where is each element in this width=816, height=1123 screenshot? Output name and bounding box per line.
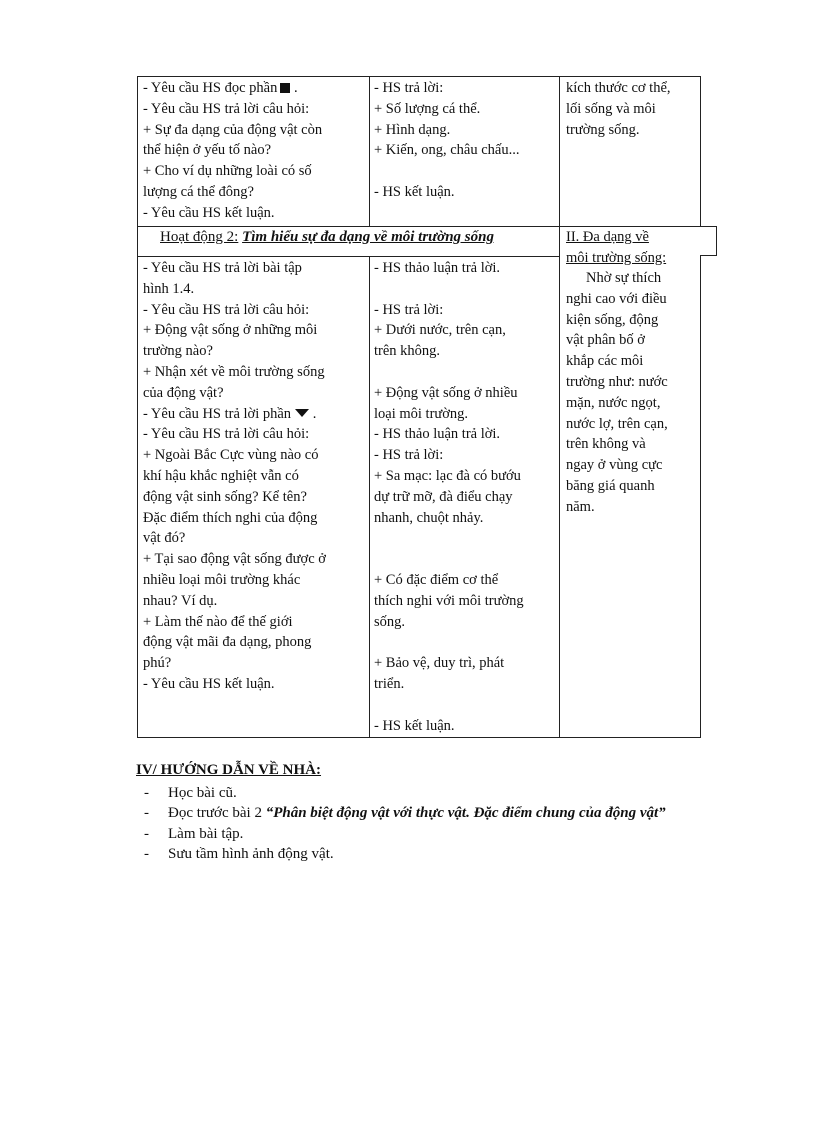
dash-bullet: - — [144, 825, 149, 842]
table-row-divider-2-right — [700, 255, 717, 256]
row1-student-cell — [374, 78, 519, 203]
row1-col2-line: + Kiến, ong, châu chấu... — [374, 142, 520, 159]
activity2-line — [160, 227, 494, 248]
section2-heading-line: II. Đa dạng về — [566, 229, 649, 245]
homework-item-text: Học bài cũ. — [168, 784, 237, 801]
row1-col1-line: lượng cá thể đông? — [143, 183, 254, 200]
row3-col2-line: sống. — [374, 613, 406, 630]
row1-col2-line: - HS kết luận. — [374, 183, 455, 200]
row3-col1-line: - Yêu cầu HS trả lời phần . — [143, 405, 317, 422]
row3-col2-line: loại môi trường. — [374, 405, 469, 422]
dash-bullet: - — [144, 784, 149, 801]
row1-content-cell — [566, 78, 671, 140]
row1-col1-line: thể hiện ở yếu tố nào? — [143, 142, 272, 159]
homework-item — [136, 783, 666, 804]
row3-col1-line: + Động vật sống ở những môi — [143, 322, 318, 339]
row3-col3-line: mặn, nước ngọt, — [566, 394, 661, 411]
homework-item-text: Làm bài tập. — [168, 825, 244, 842]
activity2-title: Tìm hiểu sự đa dạng về môi trường sống — [242, 229, 494, 245]
row3-col1-line: trường nào? — [143, 343, 213, 360]
row3-col2-line: + Động vật sống ở nhiều — [374, 384, 518, 401]
row3-col1-line: - Yêu cầu HS trả lời bài tập — [143, 260, 302, 276]
row1-col1-line: - Yêu cầu HS kết luận. — [143, 204, 275, 221]
homework-title: IV/ HƯỚNG DẪN VỀ NHÀ: — [136, 762, 322, 778]
row3-col1-line: + Nhận xét về môi trường sống — [143, 363, 325, 380]
row3-col2-line: - HS trả lời: — [374, 447, 444, 464]
section2-heading — [566, 227, 666, 269]
table-border-top — [137, 76, 701, 77]
row3-col2-line: + Sa mạc: lạc đà có bướu — [374, 467, 521, 484]
row1-col3-line: kích thước cơ thể, — [566, 80, 671, 96]
row3-col1-line: nhiều loại môi trường khác — [143, 571, 301, 588]
row3-col3-line: băng giá quanh — [566, 477, 655, 494]
row3-col1-line: khí hậu khắc nghiệt vẫn có — [143, 467, 299, 484]
row3-col2-line: thích nghi với môi trường — [374, 592, 524, 609]
row3-col3-line: Nhờ sự thích — [586, 270, 662, 286]
row3-col1-line: động vật sinh sống? Kể tên? — [143, 488, 307, 505]
row3-col1-line: nhau? Ví dụ. — [143, 592, 218, 609]
row3-col1-line: vật đó? — [143, 530, 186, 547]
row3-col1-line: + Tại sao động vật sống được ở — [143, 551, 326, 568]
table-row-divider-2 — [137, 256, 559, 257]
homework-lesson-title: “Phân biệt động vật với thực vật. Đặc điểm chung của động vật” — [265, 805, 666, 821]
row3-col1-line: - Yêu cầu HS trả lời câu hỏi: — [143, 426, 310, 443]
square-icon — [280, 83, 290, 93]
row1-col2-line: - HS trả lời: — [374, 80, 444, 96]
activity2-label: Hoạt động 2: — [160, 229, 239, 245]
row3-col1-line: - Yêu cầu HS trả lời câu hỏi: — [143, 301, 310, 318]
row1-col1-line: + Sự đa dạng của động vật còn — [143, 121, 323, 138]
row3-col1-line: + Ngoài Bắc Cực vùng nào có — [143, 447, 319, 464]
homework-item-text: Sưu tầm hình ảnh động vật. — [168, 846, 334, 862]
row3-col2-line: - HS trả lời: — [374, 301, 444, 318]
row3-col3-line: ngay ở vùng cực — [566, 457, 663, 474]
row3-col1-line: phú? — [143, 655, 172, 672]
row3-col3-line: trường như: nước — [566, 373, 668, 390]
row1-col3-line: lối sống và môi — [566, 100, 656, 117]
table-overhang-right — [716, 226, 717, 256]
row3-col2-line: - HS thảo luận trả lời. — [374, 426, 501, 443]
homework-item — [136, 824, 666, 845]
dash-bullet: - — [144, 805, 149, 821]
row3-col2-line: + Dưới nước, trên cạn, — [374, 322, 506, 339]
row3-col1-line: Đặc điểm thích nghi của động — [143, 509, 318, 526]
row1-col1-line: - Yêu cầu HS trả lời câu hỏi: — [143, 100, 310, 117]
row3-col3-line: khắp các môi — [566, 353, 644, 370]
row3-col2-line: dự trữ mỡ, đà điểu chạy — [374, 488, 513, 505]
row1-col3-line: trường sống. — [566, 121, 640, 138]
activity2-heading — [160, 227, 494, 248]
row1-col1-line: + Cho ví dụ những loài có số — [143, 163, 312, 180]
row3-col1-line: động vật mãi đa dạng, phong — [143, 634, 312, 651]
row3-col3-line: năm. — [566, 498, 595, 515]
row3-col3-line: nghi cao với điều — [566, 290, 667, 307]
row1-teacher-cell — [143, 78, 322, 224]
table-border-right-lower — [700, 256, 701, 738]
row1-col2-line: + Số lượng cá thể. — [374, 100, 481, 117]
row1-col1-line: - Yêu cầu HS đọc phần . — [143, 80, 298, 96]
row3-col3-line: vật phân bố ở — [566, 332, 645, 349]
homework-item — [136, 844, 666, 865]
row3-col2-line: + Có đặc điểm cơ thể — [374, 571, 499, 588]
table-border-bottom — [137, 737, 701, 738]
section2-heading-line: môi trường sống: — [566, 249, 667, 266]
dash-bullet: - — [144, 846, 149, 862]
table-col-divider-2 — [559, 76, 560, 738]
homework-item-text: Đọc trước bài 2 — [168, 805, 262, 821]
homework-item — [136, 803, 666, 824]
row3-teacher-cell — [143, 258, 326, 695]
row3-col1-line: - Yêu cầu HS kết luận. — [143, 675, 275, 692]
row3-col2-line: trên không. — [374, 343, 441, 360]
row3-col3-line: nước lợ, trên cạn, — [566, 415, 668, 432]
row3-content-cell — [566, 268, 668, 518]
row3-col3-line: kiện sống, động — [566, 311, 659, 328]
homework-section — [136, 760, 666, 865]
row3-col2-line: - HS thảo luận trả lời. — [374, 260, 501, 276]
row3-col2-line: nhanh, chuột nhảy. — [374, 509, 484, 526]
triangle-down-icon — [295, 409, 309, 417]
table-col-divider-1 — [369, 76, 370, 226]
row3-student-cell — [374, 258, 524, 736]
row3-col3-line: trên không và — [566, 436, 646, 453]
row3-col1-line: + Làm thế nào để thế giới — [143, 613, 293, 630]
table-border-left — [137, 76, 138, 738]
table-col-divider-1-lower — [369, 256, 370, 738]
row1-col2-line: + Hình dạng. — [374, 121, 451, 138]
table-border-right — [700, 76, 701, 226]
row3-col2-line: - HS kết luận. — [374, 717, 455, 734]
row3-col2-line: triển. — [374, 675, 405, 692]
row3-col2-line: + Bảo vệ, duy trì, phát — [374, 655, 505, 672]
row3-col1-line: của động vật? — [143, 384, 224, 401]
row3-col1-line: hình 1.4. — [143, 280, 195, 297]
